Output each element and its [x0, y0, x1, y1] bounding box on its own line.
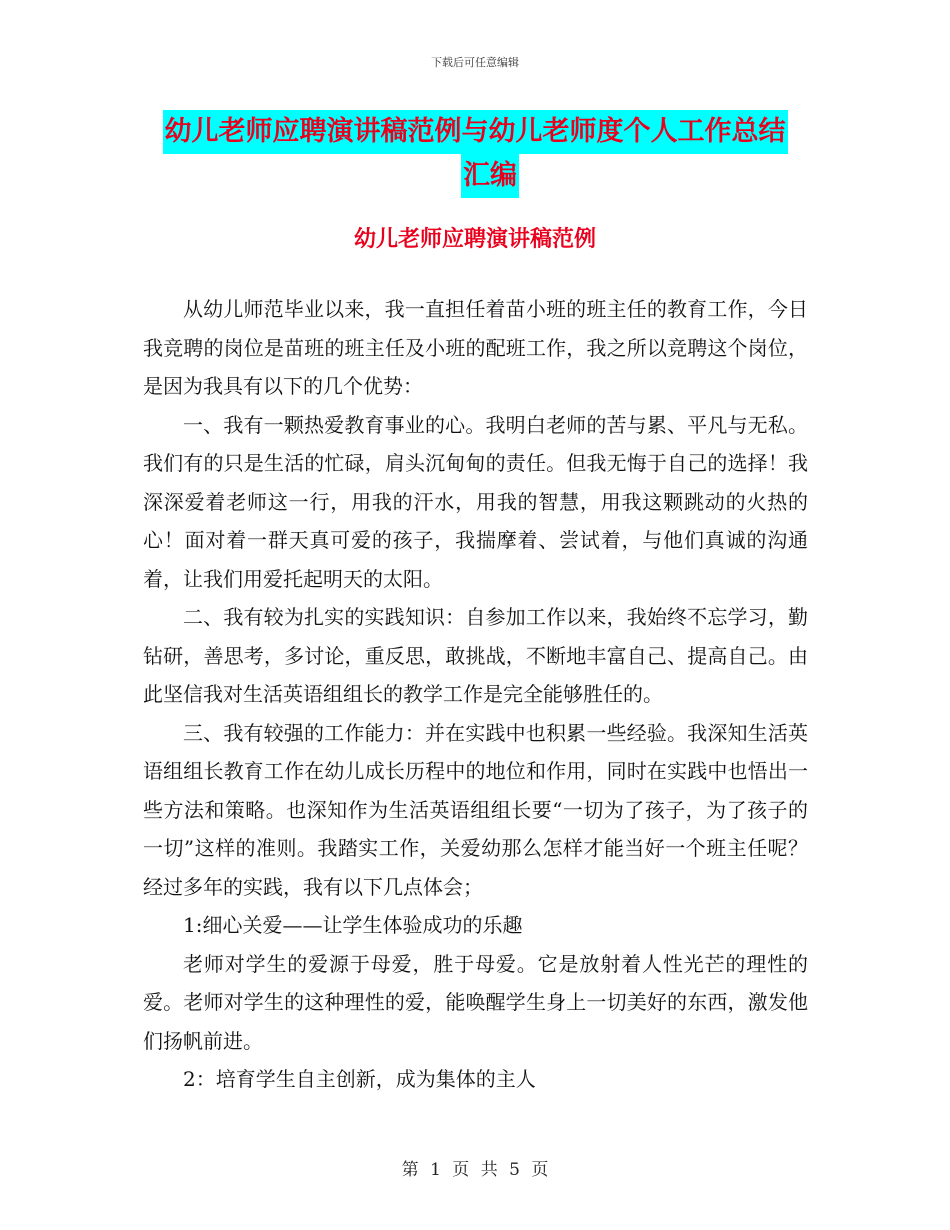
document-body — [143, 290, 808, 1099]
document-title-line-1: 幼儿老师应聘演讲稿范例与幼儿老师度个人工作总结 — [163, 110, 788, 154]
page-number: 第 1 页 共 5 页 — [401, 1160, 549, 1180]
document-title-line-2: 汇编 — [461, 154, 519, 198]
paragraph: 2：培育学生自主创新，成为集体的主人 — [183, 1067, 536, 1091]
header-note: 下载后可任意编辑 — [431, 56, 519, 69]
document-title — [0, 110, 950, 198]
section-title: 幼儿老师应聘演讲稿范例 — [353, 227, 596, 252]
paragraph: 二、我有较为扎实的实践知识：自参加工作以来，我始终不忘学习，勤钻研，善思考，多讨论，重反思，敢挑战，不断地丰富自己、提高自己。由此坚信我对生活英语组组长的教学工作是完全能够胜任的。 — [143, 605, 808, 706]
paragraph: 一、我有一颗热爱教育事业的心。我明白老师的苦与累、平凡与无私。我们有的只是生活的忙碌，肩头沉甸甸的责任。但我无悔于自己的选择！我深深爱着老师这一行，用我的汗水，用我的智慧，用我这颗跳动的火热的心！面对着一群天真可爱的孩子，我揣摩着、尝试着，与他们真诚的沟通着，让我们用爱托起明天的太阳。 — [143, 412, 808, 591]
paragraph: 老师对学生的爱源于母爱，胜于母爱。它是放射着人性光芒的理性的爱。老师对学生的这种理性的爱，能唤醒学生身上一切美好的东西，激发他们扬帆前进。 — [143, 951, 808, 1053]
paragraph: 从幼儿师范毕业以来，我一直担任着苗小班的班主任的教育工作，今日我竞聘的岗位是苗班的班主任及小班的配班工作，我之所以竞聘这个岗位，是因为我具有以下的几个优势： — [143, 297, 808, 398]
paragraph: 1:细心关爱——让学生体验成功的乐趣 — [183, 913, 523, 937]
paragraph: 三、我有较强的工作能力：并在实践中也积累一些经验。我深知生活英语组组长教育工作在幼儿成长历程中的地位和作用，同时在实践中也悟出一些方法和策略。也深知作为生活英语组组长要“一切为了孩子，为了孩子的一切”这样的准则。我踏实工作，关爱幼那么怎样才能当好一个班主任呢？经过多年的实践，我有以下几点体会； — [143, 720, 808, 899]
